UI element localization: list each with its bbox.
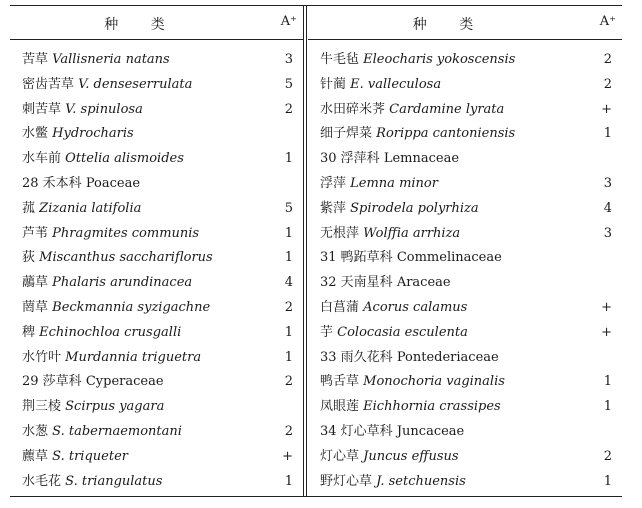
chinese-name: 灯心草 bbox=[320, 448, 360, 464]
table-row bbox=[308, 445, 622, 470]
abundance-value: 4 bbox=[284, 275, 293, 291]
column-divider bbox=[303, 6, 304, 496]
abundance-value: 1 bbox=[603, 126, 612, 142]
abundance-value: + bbox=[601, 324, 612, 340]
abundance-value: 2 bbox=[284, 299, 293, 315]
abundance-value: 2 bbox=[603, 52, 612, 67]
header-abundance: A⁺ bbox=[599, 14, 616, 29]
chinese-name: 32 天南星科 bbox=[320, 275, 393, 291]
scientific-name: E. valleculosa bbox=[350, 76, 442, 92]
family-name: Araceae bbox=[396, 275, 451, 291]
table-row bbox=[308, 296, 622, 321]
abundance-value: 1 bbox=[284, 225, 293, 241]
chinese-name: 荆三棱 bbox=[22, 399, 62, 415]
chinese-name: 菰 bbox=[22, 200, 36, 216]
species-name bbox=[22, 172, 140, 197]
scientific-name: Lemna minor bbox=[350, 175, 438, 191]
table-row bbox=[308, 48, 622, 73]
chinese-name: 28 禾本科 bbox=[22, 175, 82, 191]
chinese-name: 鸭舌草 bbox=[320, 374, 360, 390]
species-name bbox=[320, 122, 515, 147]
table-row bbox=[308, 470, 622, 495]
table-row bbox=[10, 197, 303, 222]
abundance-value: 1 bbox=[284, 324, 293, 340]
scientific-name: Zizania latifolia bbox=[39, 200, 142, 216]
abundance-value: 2 bbox=[284, 101, 293, 117]
column-divider bbox=[306, 6, 307, 496]
table-row bbox=[10, 321, 303, 346]
chinese-name: 无根萍 bbox=[320, 225, 360, 241]
species-name bbox=[22, 271, 192, 296]
right-rows bbox=[308, 48, 622, 494]
chinese-name: 细子焊菜 bbox=[320, 126, 373, 142]
table-row bbox=[10, 445, 303, 470]
abundance-value: 3 bbox=[603, 175, 612, 191]
table-row bbox=[308, 98, 622, 123]
header-abundance: A⁺ bbox=[280, 14, 297, 29]
table-row bbox=[10, 48, 303, 73]
species-name bbox=[320, 222, 460, 247]
species-name bbox=[320, 48, 515, 73]
species-name bbox=[22, 420, 182, 445]
chinese-name: 34 灯心草科 bbox=[320, 423, 393, 439]
table-row bbox=[10, 147, 303, 172]
scientific-name: Eleocharis yokoscensis bbox=[363, 52, 516, 67]
abundance-value: + bbox=[601, 299, 612, 315]
table-row bbox=[308, 346, 622, 371]
scientific-name: Beckmannia syzigachne bbox=[52, 299, 211, 315]
table-row bbox=[308, 420, 622, 445]
species-name bbox=[320, 296, 467, 321]
abundance-value: 3 bbox=[603, 225, 612, 241]
chinese-name: 水毛花 bbox=[22, 473, 62, 489]
scientific-name: Phragmites communis bbox=[52, 225, 200, 241]
chinese-name: 芦苇 bbox=[22, 225, 49, 241]
chinese-name: 牛毛毡 bbox=[320, 52, 360, 67]
table-row bbox=[308, 271, 622, 296]
scientific-name: Colocasia esculenta bbox=[337, 324, 468, 340]
table-row bbox=[308, 246, 622, 271]
abundance-value: 1 bbox=[603, 374, 612, 390]
species-name bbox=[320, 246, 502, 271]
table-row bbox=[308, 172, 622, 197]
species-name bbox=[22, 73, 192, 98]
abundance-value: 5 bbox=[284, 200, 293, 216]
scientific-name: J. setchuensis bbox=[376, 473, 466, 489]
species-name bbox=[22, 246, 213, 271]
abundance-value: 2 bbox=[284, 374, 293, 390]
species-name bbox=[320, 470, 466, 495]
species-name bbox=[22, 395, 164, 420]
species-name bbox=[22, 147, 184, 172]
species-name bbox=[22, 470, 162, 495]
family-name: Pontederiaceae bbox=[396, 349, 499, 365]
species-name bbox=[22, 346, 201, 371]
scientific-name: Monochoria vaginalis bbox=[363, 374, 505, 390]
table-row bbox=[308, 222, 622, 247]
abundance-value: 1 bbox=[284, 250, 293, 266]
scientific-name: S. triqueter bbox=[52, 448, 128, 464]
abundance-value: 3 bbox=[284, 52, 293, 67]
species-name bbox=[320, 271, 451, 296]
chinese-name: 紫萍 bbox=[320, 200, 347, 216]
chinese-name: 浮萍 bbox=[320, 175, 347, 191]
scientific-name: Eichhornia crassipes bbox=[363, 399, 501, 415]
chinese-name: 虉草 bbox=[22, 275, 49, 291]
scientific-name: Cardamine lyrata bbox=[389, 101, 505, 117]
species-name bbox=[22, 48, 170, 73]
table-row bbox=[10, 370, 303, 395]
chinese-name: 水竹叶 bbox=[22, 349, 62, 365]
scientific-name: Acorus calamus bbox=[363, 299, 468, 315]
table-row bbox=[308, 395, 622, 420]
chinese-name: 33 雨久花科 bbox=[320, 349, 393, 365]
chinese-name: 芋 bbox=[320, 324, 334, 340]
table-row bbox=[308, 73, 622, 98]
species-name bbox=[22, 122, 134, 147]
species-name bbox=[320, 98, 504, 123]
chinese-name: 29 莎草科 bbox=[22, 374, 82, 390]
left-column bbox=[10, 6, 303, 496]
chinese-name: 刺苦草 bbox=[22, 101, 62, 117]
abundance-value: 4 bbox=[603, 200, 612, 216]
chinese-name: 水田碎米荠 bbox=[320, 101, 386, 117]
table-row bbox=[10, 346, 303, 371]
species-name bbox=[320, 321, 468, 346]
species-name bbox=[22, 321, 181, 346]
right-column bbox=[308, 6, 622, 496]
chinese-name: 菵草 bbox=[22, 299, 49, 315]
family-name: Juncaceae bbox=[396, 423, 465, 439]
left-header bbox=[10, 6, 303, 40]
scientific-name: Murdannia triguetra bbox=[65, 349, 202, 365]
species-name bbox=[22, 197, 141, 222]
chinese-name: 荻 bbox=[22, 250, 36, 266]
species-name bbox=[320, 395, 501, 420]
scientific-name: Miscanthus sacchariflorus bbox=[39, 250, 213, 266]
abundance-value: 1 bbox=[284, 349, 293, 365]
scientific-name: Rorippa cantoniensis bbox=[376, 126, 516, 142]
abundance-value: 2 bbox=[284, 423, 293, 439]
scientific-name: Wolffia arrhiza bbox=[363, 225, 461, 241]
chinese-name: 31 鸭跖草科 bbox=[320, 250, 393, 266]
chinese-name: 水葱 bbox=[22, 423, 49, 439]
species-name bbox=[320, 147, 459, 172]
header-species: 种 类 bbox=[412, 17, 488, 33]
family-name: Lemnaceae bbox=[383, 151, 460, 167]
chinese-name: 凤眼莲 bbox=[320, 399, 360, 415]
scientific-name: V. denseserrulata bbox=[78, 76, 193, 92]
table-row bbox=[10, 395, 303, 420]
species-name bbox=[320, 346, 499, 371]
species-name bbox=[320, 370, 505, 395]
table-row bbox=[10, 98, 303, 123]
scientific-name: Vallisneria natans bbox=[52, 52, 170, 67]
abundance-value: 5 bbox=[284, 76, 293, 92]
table-row bbox=[10, 172, 303, 197]
abundance-value: 1 bbox=[603, 399, 612, 415]
abundance-value: 1 bbox=[284, 151, 293, 167]
family-name: Poaceae bbox=[85, 175, 141, 191]
table-row bbox=[308, 122, 622, 147]
scientific-name: Spirodela polyrhiza bbox=[350, 200, 479, 216]
species-name bbox=[320, 445, 459, 470]
table-row bbox=[308, 370, 622, 395]
abundance-value: + bbox=[282, 448, 293, 464]
species-name bbox=[320, 73, 441, 98]
scientific-name: Echinochloa crusgalli bbox=[39, 324, 182, 340]
chinese-name: 密齿苦草 bbox=[22, 76, 75, 92]
chinese-name: 30 浮萍科 bbox=[320, 151, 380, 167]
abundance-value: 1 bbox=[603, 473, 612, 489]
scientific-name: V. spinulosa bbox=[65, 101, 143, 117]
table-row bbox=[10, 73, 303, 98]
scientific-name: S. tabernaemontani bbox=[52, 423, 182, 439]
table-row bbox=[308, 197, 622, 222]
species-name bbox=[320, 420, 464, 445]
scientific-name: Ottelia alismoides bbox=[65, 151, 184, 167]
left-rows bbox=[10, 48, 303, 494]
chinese-name: 水车前 bbox=[22, 151, 62, 167]
table-row bbox=[308, 321, 622, 346]
species-name bbox=[22, 296, 210, 321]
scientific-name: Scirpus yagara bbox=[65, 399, 165, 415]
table-row bbox=[10, 420, 303, 445]
abundance-value: 2 bbox=[603, 448, 612, 464]
table-row bbox=[10, 271, 303, 296]
species-name bbox=[320, 197, 479, 222]
right-header bbox=[308, 6, 622, 40]
chinese-name: 稗 bbox=[22, 324, 36, 340]
scientific-name: Phalaris arundinacea bbox=[52, 275, 193, 291]
table-row bbox=[10, 296, 303, 321]
chinese-name: 针蔺 bbox=[320, 76, 347, 92]
species-name bbox=[22, 98, 143, 123]
scientific-name: S. triangulatus bbox=[65, 473, 163, 489]
species-name bbox=[22, 370, 164, 395]
species-name bbox=[320, 172, 438, 197]
table-row bbox=[10, 246, 303, 271]
family-name: Cyperaceae bbox=[85, 374, 164, 390]
abundance-value: 2 bbox=[603, 76, 612, 92]
species-name bbox=[22, 445, 128, 470]
table-row bbox=[10, 122, 303, 147]
table-row bbox=[10, 222, 303, 247]
abundance-value: + bbox=[601, 101, 612, 117]
species-name bbox=[22, 222, 199, 247]
chinese-name: 白菖蒲 bbox=[320, 299, 360, 315]
header-species: 种 类 bbox=[104, 17, 179, 33]
table-row bbox=[10, 470, 303, 495]
chinese-name: 野灯心草 bbox=[320, 473, 373, 489]
chinese-name: 藨草 bbox=[22, 448, 49, 464]
scientific-name: Hydrocharis bbox=[52, 126, 134, 142]
species-table bbox=[10, 5, 622, 497]
family-name: Commelinaceae bbox=[396, 250, 502, 266]
table-row bbox=[308, 147, 622, 172]
scientific-name: Juncus effusus bbox=[363, 448, 459, 464]
abundance-value: 1 bbox=[284, 473, 293, 489]
chinese-name: 水鳖 bbox=[22, 126, 49, 142]
chinese-name: 苦草 bbox=[22, 52, 49, 67]
